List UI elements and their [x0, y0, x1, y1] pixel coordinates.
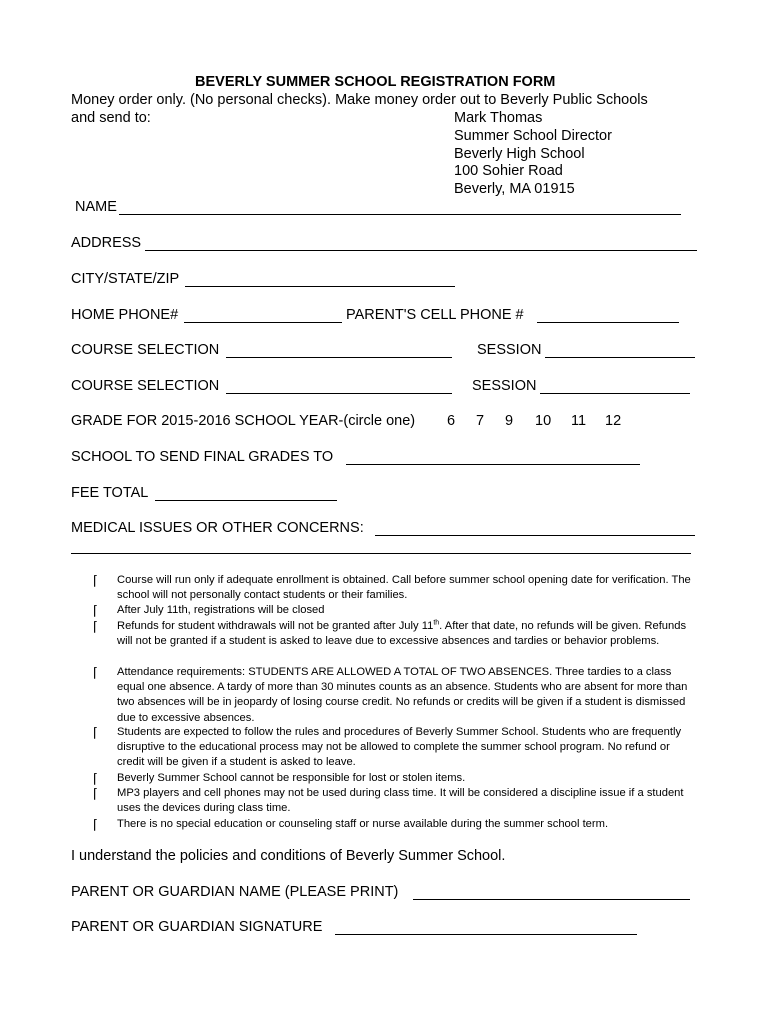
session-field-2[interactable]	[540, 393, 690, 394]
final-grades-school-field[interactable]	[346, 464, 640, 465]
city-state-zip-label: CITY/STATE/ZIP	[71, 271, 180, 287]
guardian-signature-label: PARENT OR GUARDIAN SIGNATURE	[71, 919, 323, 935]
grade-option[interactable]: 11	[571, 413, 587, 429]
policy-refunds-text: Refunds for student withdrawals will not be granted after July 11	[117, 620, 434, 632]
bullet-icon: ⌈	[93, 665, 99, 680]
course-selection-field-2[interactable]	[226, 393, 452, 394]
final-grades-school-label: SCHOOL TO SEND FINAL GRADES TO	[71, 449, 334, 465]
session-field-1[interactable]	[545, 357, 695, 358]
bullet-icon: ⌈	[93, 786, 99, 801]
name-label: NAME	[75, 199, 117, 215]
grade-option[interactable]: 12	[605, 413, 622, 429]
form-title: BEVERLY SUMMER SCHOOL REGISTRATION FORM	[195, 74, 556, 90]
bullet-icon: ⌈	[93, 771, 99, 786]
parent-cell-phone-field[interactable]	[537, 322, 679, 323]
policy-refunds-rest: . After that date, no refunds will be given. Refunds will not be granted if a student is asked to leave due to excessive absences and tardies or behavior problems.	[117, 620, 687, 648]
bullet-icon: ⌈	[93, 619, 99, 634]
fee-total-label: FEE TOTAL	[71, 485, 149, 501]
acknowledgement-text: I understand the policies and conditions of Beverly Summer School.	[71, 848, 506, 864]
payment-instructions: Money order only. (No personal checks). Make money order out to Beverly Public Schools	[71, 92, 648, 108]
grade-option[interactable]: 6	[447, 413, 456, 429]
grade-option[interactable]: 10	[535, 413, 552, 429]
policy-refunds	[117, 619, 697, 649]
parent-cell-phone-label: PARENT'S CELL PHONE #	[346, 307, 524, 323]
session-label: SESSION	[472, 378, 537, 394]
session-label: SESSION	[477, 342, 542, 358]
medical-issues-field-continuation[interactable]	[71, 553, 691, 554]
fee-total-field[interactable]	[155, 500, 337, 501]
mailing-address-line: Beverly High School	[454, 146, 585, 162]
address-label: ADDRESS	[71, 235, 142, 251]
mailing-address-line: Mark Thomas	[454, 110, 543, 126]
policy-registration-deadline: After July 11th, registrations will be closed	[117, 604, 325, 616]
city-state-zip-field[interactable]	[185, 286, 455, 287]
policy-lost-items: Beverly Summer School cannot be responsible for lost or stolen items.	[117, 772, 466, 784]
course-selection-field-1[interactable]	[226, 357, 452, 358]
bullet-icon: ⌈	[93, 603, 99, 618]
grade-label: GRADE FOR 2015-2016 SCHOOL YEAR-(circle one)	[71, 413, 416, 429]
course-selection-label: COURSE SELECTION	[71, 378, 220, 394]
guardian-signature-field[interactable]	[335, 934, 637, 935]
policy-refunds-sup: th	[433, 619, 440, 627]
send-to-label: and send to:	[71, 110, 151, 126]
policy-devices: MP3 players and cell phones may not be used during class time. It will be considered a discipline issue if a student uses the devices during class time.	[117, 787, 684, 815]
address-field[interactable]	[145, 250, 697, 251]
policy-staff: There is no special education or counseling staff or nurse available during the summer school term.	[117, 818, 609, 830]
bullet-icon: ⌈	[93, 725, 99, 740]
bullet-icon: ⌈	[93, 573, 99, 588]
course-selection-label: COURSE SELECTION	[71, 342, 220, 358]
home-phone-field[interactable]	[184, 322, 342, 323]
mailing-address-line: Summer School Director	[454, 128, 612, 144]
grade-option[interactable]: 7	[476, 413, 485, 429]
medical-issues-label: MEDICAL ISSUES OR OTHER CONCERNS:	[71, 520, 364, 536]
policy-conduct: Students are expected to follow the rules and procedures of Beverly Summer School. Students who are frequently disruptive to the educational process may not be allowed to complete the summer school program. No refund or credit will be given if a student is asked to leave.	[117, 726, 682, 769]
bullet-icon: ⌈	[93, 817, 99, 832]
guardian-name-label: PARENT OR GUARDIAN NAME (PLEASE PRINT)	[71, 884, 399, 900]
name-field[interactable]	[119, 214, 681, 215]
medical-issues-field[interactable]	[375, 535, 695, 536]
home-phone-label: HOME PHONE#	[71, 307, 179, 323]
policy-enrollment: Course will run only if adequate enrollment is obtained. Call before summer school opening date for verification. The school will not personally contact students or their families.	[117, 574, 691, 602]
mailing-address-line: Beverly, MA 01915	[454, 181, 575, 197]
guardian-name-field[interactable]	[413, 899, 690, 900]
grade-option[interactable]: 9	[505, 413, 514, 429]
mailing-address-line: 100 Sohier Road	[454, 163, 563, 179]
policy-attendance: Attendance requirements: STUDENTS ARE ALLOWED A TOTAL OF TWO ABSENCES. Three tardies to a class equal one absence. A tardy of more than 30 minutes counts as an absence. Students who are absent for more than two absences will be in jeopardy of losing course credit. No refunds or credits will be given if a student is dismissed due to excessive absences.	[117, 666, 688, 724]
